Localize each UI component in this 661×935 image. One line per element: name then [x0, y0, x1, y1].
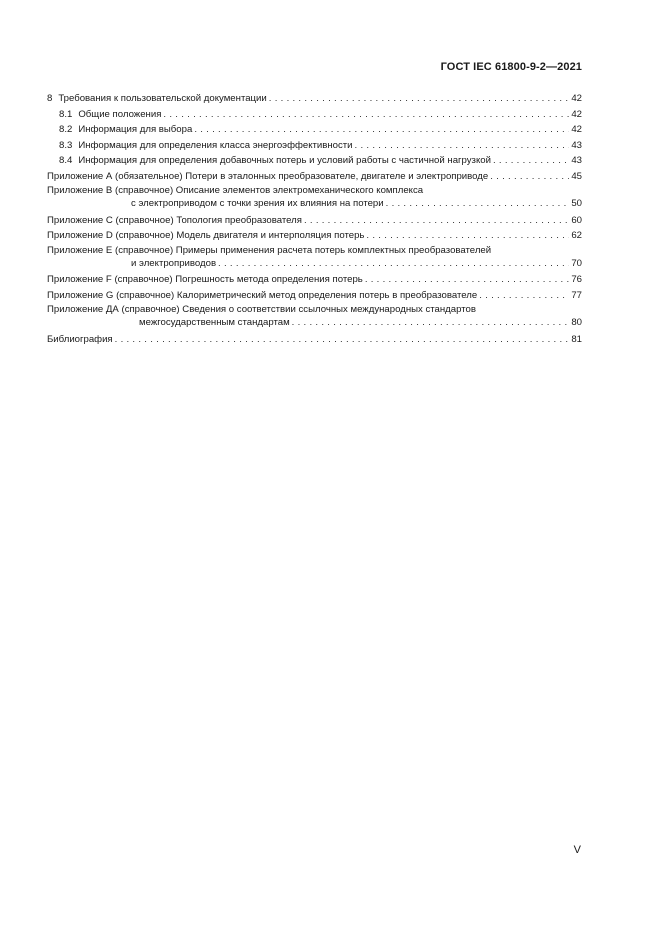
toc-entry-appendix-c[interactable]: [47, 213, 582, 229]
toc-entry-title: Библиография: [47, 333, 113, 345]
toc-entry-title: Требования к пользовательской документации: [58, 93, 267, 104]
toc-entry-8[interactable]: [47, 91, 582, 107]
dot-leader: [292, 316, 570, 330]
toc-entry-number: 8: [47, 93, 53, 104]
toc-entry-number: 8.4: [59, 155, 73, 166]
toc-entry-8-1[interactable]: [47, 107, 582, 123]
table-of-contents: [47, 91, 582, 347]
toc-entry-title: Приложение D (справочное) Модель двигателя и интерполяция потерь: [47, 230, 365, 241]
toc-entry-8-4[interactable]: [47, 153, 582, 169]
toc-entry-bibliography[interactable]: [47, 332, 582, 348]
toc-entry-title: Приложение ДА (справочное) Сведения о соответствии ссылочных международных стандартов: [47, 304, 476, 315]
toc-entry-title: Приложение G (справочное) Калориметрический метод определения потерь в преобразователе: [47, 289, 478, 301]
toc-entry-page: 77: [571, 289, 582, 301]
toc-entry-title-cont: и электроприводов: [131, 257, 217, 269]
toc-entry-appendix-a[interactable]: [47, 169, 582, 185]
toc-entry-page: 81: [571, 333, 582, 345]
toc-entry-page: 80: [571, 317, 582, 328]
toc-entry-appendix-e-cont[interactable]: [47, 257, 582, 271]
toc-entry-title-cont: межгосударственным стандартам: [139, 317, 290, 328]
toc-entry-title: Информация для определения добавочных потерь и условий работы с частичной нагрузкой: [78, 155, 491, 166]
dot-leader: [386, 197, 570, 211]
toc-entry-title-cont: с электроприводом с точки зрения их влияния на потери: [131, 198, 384, 209]
dot-leader: [218, 257, 569, 271]
toc-entry-page: 50: [571, 198, 582, 209]
dot-leader: [493, 153, 569, 169]
toc-entry-appendix-da[interactable]: [47, 303, 582, 316]
toc-entry-page: 45: [571, 170, 582, 182]
toc-entry-appendix-d[interactable]: [47, 228, 582, 244]
toc-entry-page: 60: [571, 214, 582, 226]
toc-entry-title: Приложение Е (справочное) Примеры применения расчета потерь комплектных преобразователей: [47, 244, 492, 256]
dot-leader: [490, 169, 569, 185]
toc-entry-page: 76: [571, 274, 582, 285]
toc-entry-number: 8.1: [59, 108, 73, 120]
dot-leader: [269, 91, 570, 107]
toc-entry-page: 43: [571, 139, 582, 151]
dot-leader: [479, 288, 569, 304]
toc-entry-page: 42: [571, 124, 582, 135]
toc-entry-number: 8.3: [59, 139, 73, 151]
toc-entry-8-3[interactable]: [47, 138, 582, 154]
toc-entry-title: Общие положения: [78, 108, 162, 120]
toc-entry-title: Приложение А (обязательное) Потери в эталонных преобразователе, двигателе и электроприводе: [47, 170, 489, 182]
dot-leader: [115, 332, 570, 348]
toc-entry-appendix-g[interactable]: [47, 288, 582, 304]
toc-entry-appendix-b[interactable]: [47, 184, 582, 197]
toc-entry-appendix-da-cont[interactable]: [47, 316, 582, 330]
page-number: V: [573, 844, 581, 856]
toc-entry-title: Информация для определения класса энергоэффективности: [78, 139, 353, 151]
toc-entry-page: 62: [571, 230, 582, 241]
toc-entry-appendix-e[interactable]: [47, 244, 582, 257]
toc-entry-page: 42: [571, 93, 582, 104]
document-header: ГОСТ IEC 61800-9-2—2021: [440, 61, 582, 73]
toc-entry-page: 70: [571, 257, 582, 269]
toc-entry-page: 43: [571, 155, 582, 166]
toc-entry-title: Приложение С (справочное) Топология преобразователя: [47, 214, 302, 226]
dot-leader: [366, 228, 569, 244]
toc-entry-title: Приложение В (справочное) Описание элементов электромеханического комплекса: [47, 185, 424, 196]
toc-entry-title: Информация для выбора: [78, 124, 193, 135]
dot-leader: [304, 213, 569, 229]
dot-leader: [163, 107, 569, 123]
dot-leader: [365, 272, 570, 288]
toc-entry-page: 42: [571, 108, 582, 120]
toc-entry-title: Приложение F (справочное) Погрешность метода определения потерь: [47, 274, 363, 285]
toc-entry-appendix-b-cont[interactable]: [47, 197, 582, 211]
dot-leader: [194, 122, 569, 138]
toc-entry-number: 8.2: [59, 124, 73, 135]
dot-leader: [355, 138, 570, 154]
toc-entry-8-2[interactable]: [47, 122, 582, 138]
toc-entry-appendix-f[interactable]: [47, 272, 582, 288]
